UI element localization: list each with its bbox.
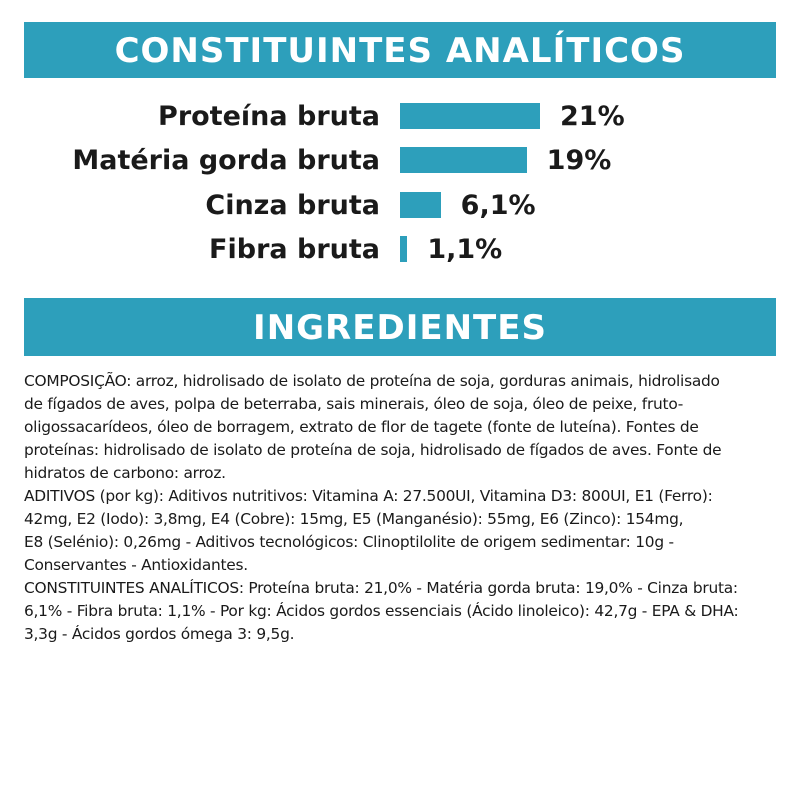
analytic-constituents-paragraph: CONSTITUINTES ANALÍTICOS: Proteína bruta: 21,0% - Matéria gorda bruta: 19,0% - Cinza bruta: 6,1% - Fibra bruta: 1,1% - Por kg: Ácidos gordos essenciais (Ácido linoleico): 42,7g - EPA & DHA: 3,3g - Ácidos gordos ómega 3: 9,5g. (24, 579, 739, 643)
nutrient-row-ash (0, 186, 800, 226)
ingredients-banner: INGREDIENTES (24, 298, 776, 356)
nutrient-value-fat: 19% (546, 145, 612, 176)
nutrient-label-fat: Matéria gorda bruta (72, 145, 380, 176)
nutrient-bar-fiber (400, 236, 407, 262)
nutrient-label-fiber: Fibra bruta (209, 234, 380, 265)
nutrient-row-protein (0, 97, 800, 137)
nutrient-label-protein: Proteína bruta (158, 101, 380, 132)
composition-paragraph: COMPOSIÇÃO: arroz, hidrolisado de isolato de proteína de soja, gorduras animais, hidrolisado de fígados de aves, polpa de beterraba, sais minerais, óleo de soja, óleo de peixe, fruto- oligossacarídeos, óleo de borragem, extrato de flor de tagete (fonte de luteína). Fontes de proteínas: hidrolisado de isolato de proteína de soja, hidrolisado de fígados de aves. Fonte de hidratos de carbono: arroz. (24, 372, 722, 482)
nutrient-bar-protein (400, 103, 540, 129)
nutrient-row-fat (0, 141, 800, 181)
nutrient-value-fiber: 1,1% (427, 234, 503, 265)
ingredients-text-block (24, 370, 780, 646)
analytic-constituents-banner: CONSTITUINTES ANALÍTICOS (24, 22, 776, 78)
nutrient-bar-ash (400, 192, 441, 218)
nutrient-row-fiber (0, 230, 800, 270)
nutrient-bar-fat (400, 147, 527, 173)
nutrient-value-protein: 21% (560, 101, 625, 132)
additives-paragraph: ADITIVOS (por kg): Aditivos nutritivos: Vitamina A: 27.500UI, Vitamina D3: 800UI, E1 (Ferro): 42mg, E2 (Iodo): 3,8mg, E4 (Cobre): 15mg, E5 (Manganésio): 55mg, E6 (Zinco): 154mg, E8 (Selénio): 0,26mg - Aditivos tecnológicos: Clinoptilolite de origem sedimentar: 10g - Conservantes - Antioxidantes. (24, 487, 713, 574)
nutrient-value-ash: 6,1% (460, 190, 536, 221)
nutrient-label-ash: Cinza bruta (205, 190, 380, 221)
